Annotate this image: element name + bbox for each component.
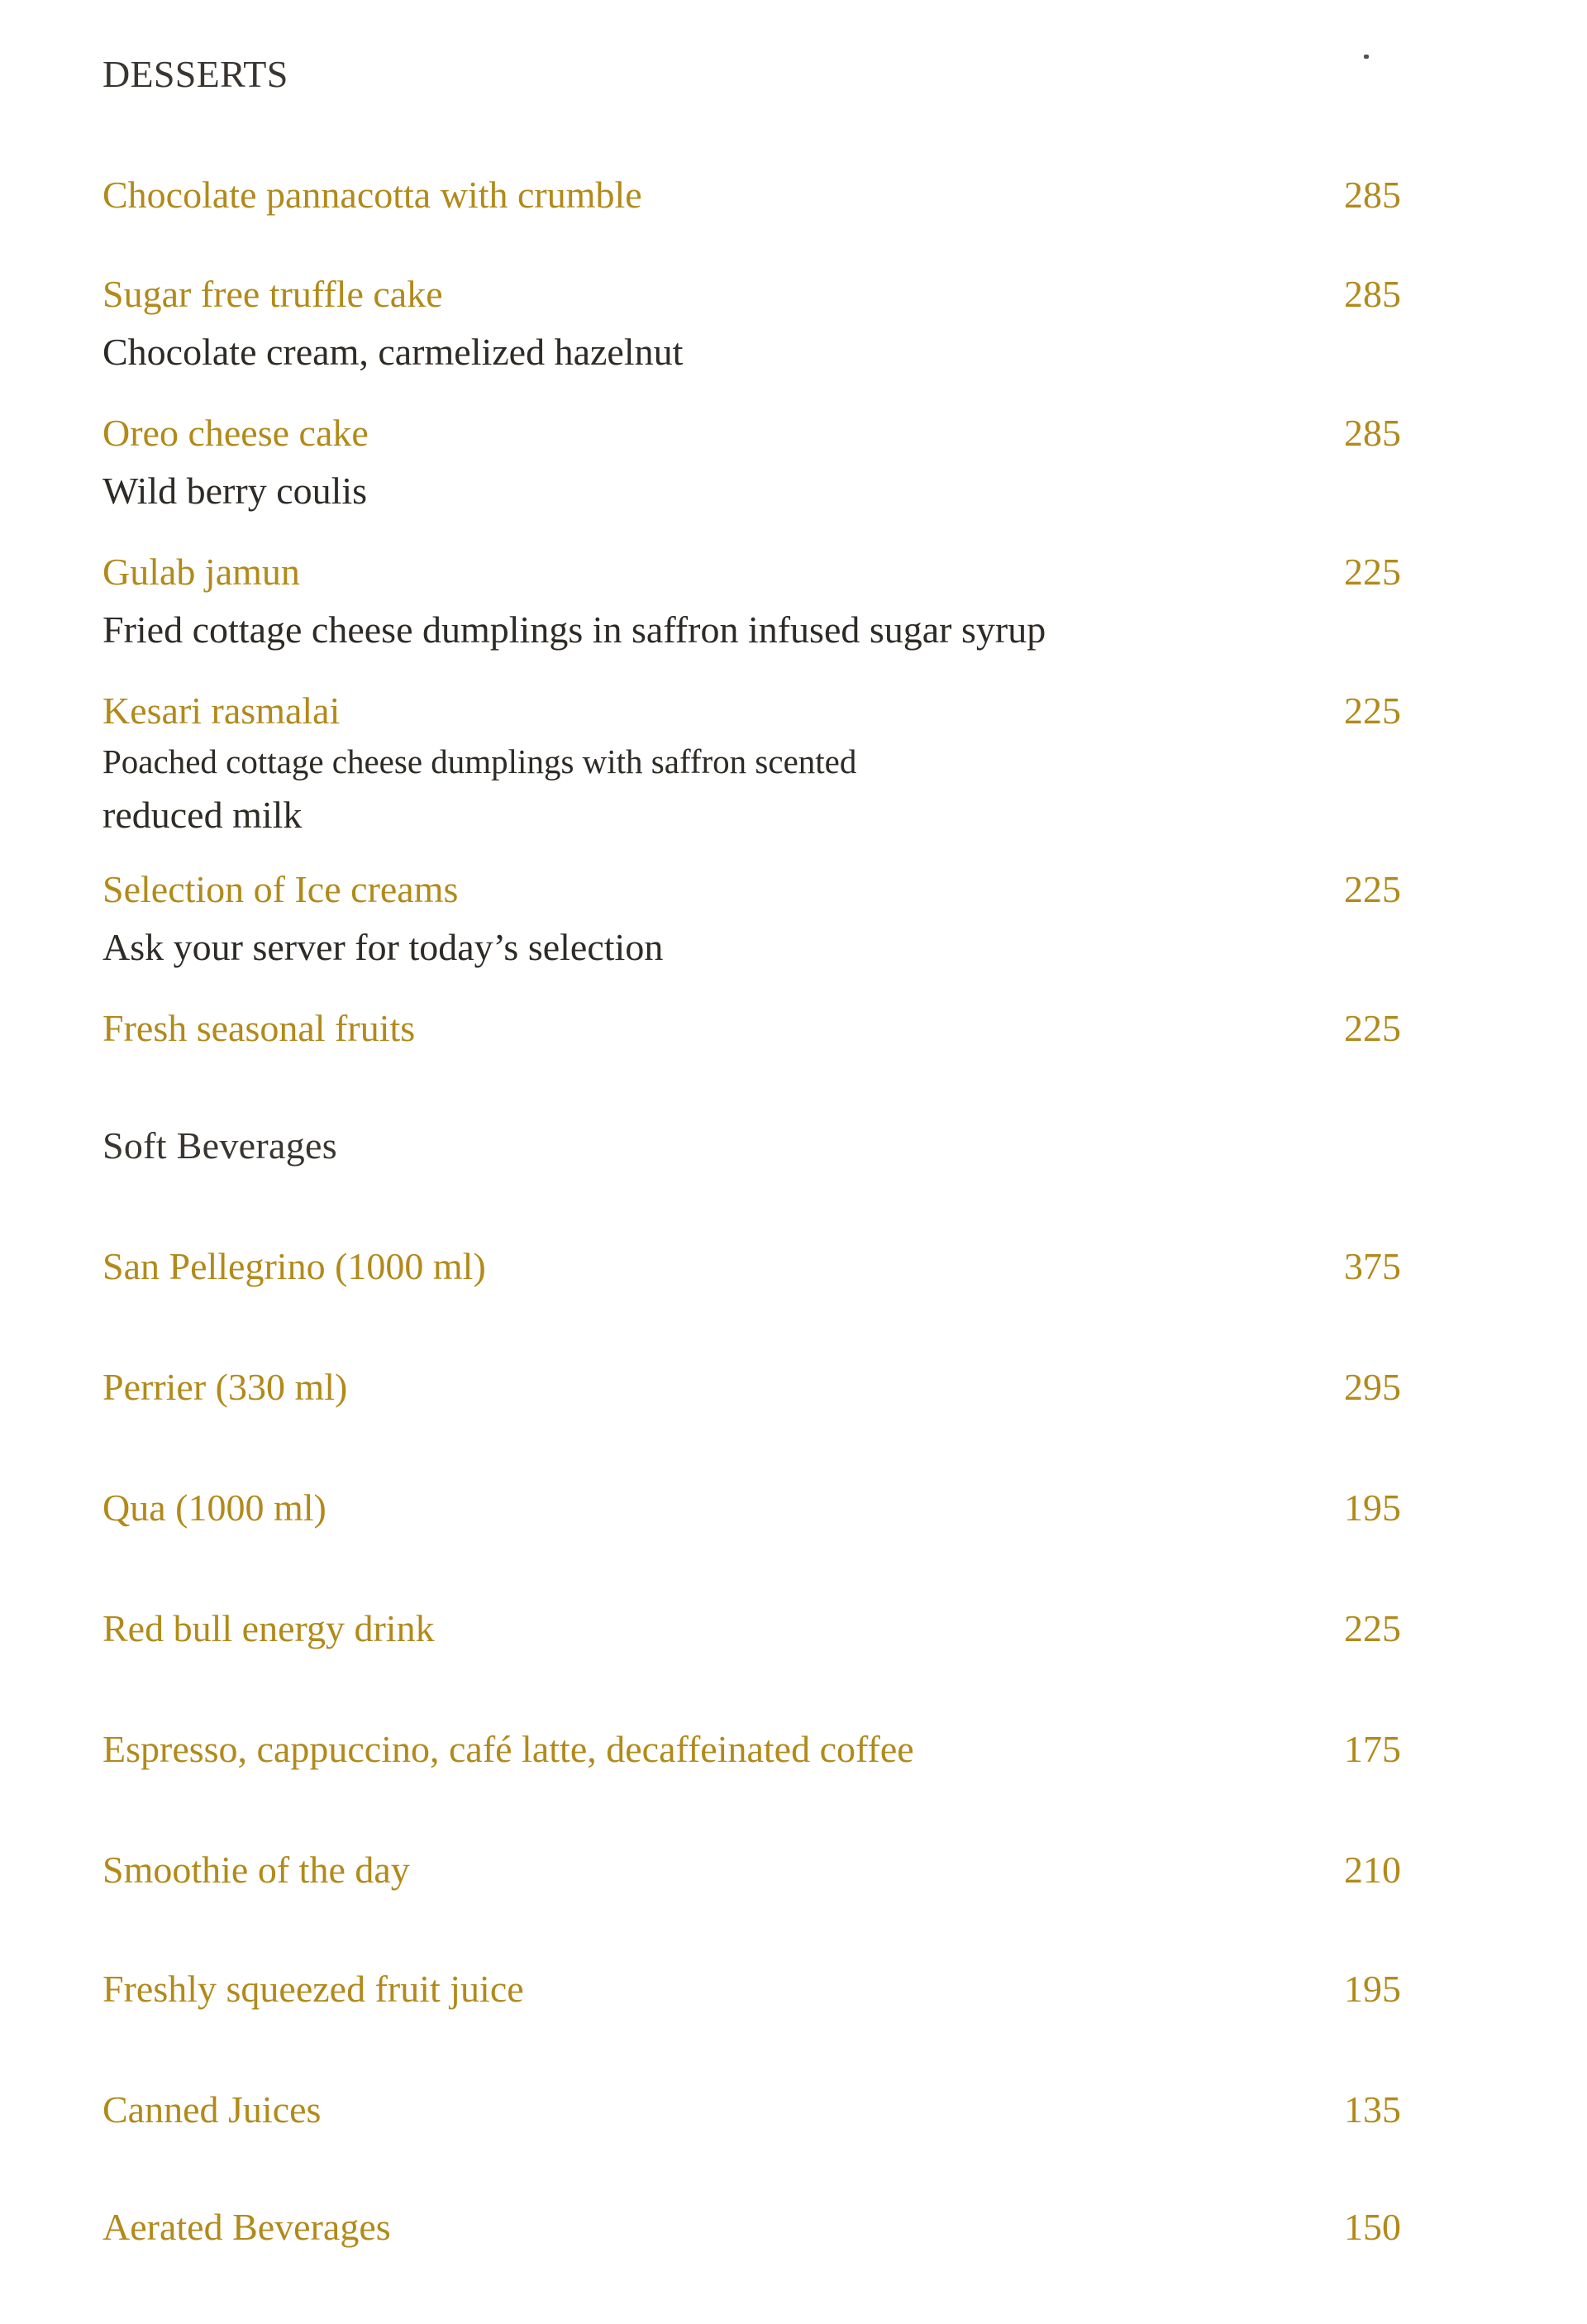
beverage-item-price: 225: [1344, 1607, 1401, 1649]
beverage-item-name: Perrier (330 ml): [102, 1366, 348, 1408]
beverage-item-name: Aerated Beverages: [102, 2206, 391, 2248]
dessert-item-price: 225: [1344, 690, 1401, 732]
dessert-item-name: Sugar free truffle cake: [102, 273, 443, 315]
beverage-item-price: 195: [1344, 1968, 1401, 2010]
dessert-item-description: reduced milk: [102, 794, 303, 836]
beverage-item-price: 375: [1344, 1245, 1401, 1287]
dessert-item-name: Fresh seasonal fruits: [102, 1007, 416, 1049]
dessert-item-price: 285: [1344, 412, 1401, 454]
page-speck: [1364, 55, 1369, 59]
beverage-item-name: Qua (1000 ml): [102, 1487, 326, 1529]
beverage-item-price: 150: [1344, 2206, 1401, 2248]
beverage-item-name: Red bull energy drink: [102, 1607, 435, 1649]
desserts-heading: DESSERTS: [102, 53, 288, 95]
beverage-item-price: 135: [1344, 2088, 1401, 2131]
beverage-item-name: San Pellegrino (1000 ml): [102, 1245, 486, 1287]
dessert-item-price: 225: [1344, 1007, 1401, 1049]
dessert-item-name: Oreo cheese cake: [102, 412, 369, 454]
soft-beverages-heading: Soft Beverages: [102, 1124, 337, 1167]
beverage-item-name: Smoothie of the day: [102, 1849, 410, 1891]
dessert-item-price: 285: [1344, 273, 1401, 315]
beverage-item-price: 295: [1344, 1366, 1401, 1408]
dessert-item-description: Wild berry coulis: [102, 470, 368, 512]
beverage-item-price: 195: [1344, 1487, 1401, 1529]
dessert-item-name: Selection of Ice creams: [102, 868, 459, 910]
beverage-item-name: Canned Juices: [102, 2088, 322, 2131]
dessert-item-description: Fried cottage cheese dumplings in saffron infused sugar syrup: [102, 608, 1046, 651]
dessert-item-name: Chocolate pannacotta with crumble: [102, 174, 642, 216]
dessert-item-price: 225: [1344, 551, 1401, 593]
dessert-item-name: Kesari rasmalai: [102, 690, 341, 732]
beverage-item-name: Espresso, cappuccino, café latte, decaffeinated coffee: [102, 1728, 914, 1770]
dessert-item-description: Ask your server for today’s selection: [102, 926, 664, 968]
dessert-item-description: Poached cottage cheese dumplings with saffron scented: [102, 742, 857, 780]
beverage-item-price: 175: [1344, 1728, 1401, 1770]
dessert-item-price: 225: [1344, 868, 1401, 910]
dessert-item-name: Gulab jamun: [102, 551, 300, 593]
beverage-item-name: Freshly squeezed fruit juice: [102, 1968, 524, 2010]
dessert-item-description: Chocolate cream, carmelized hazelnut: [102, 331, 684, 373]
dessert-item-price: 285: [1344, 174, 1401, 216]
beverage-item-price: 210: [1344, 1849, 1401, 1891]
